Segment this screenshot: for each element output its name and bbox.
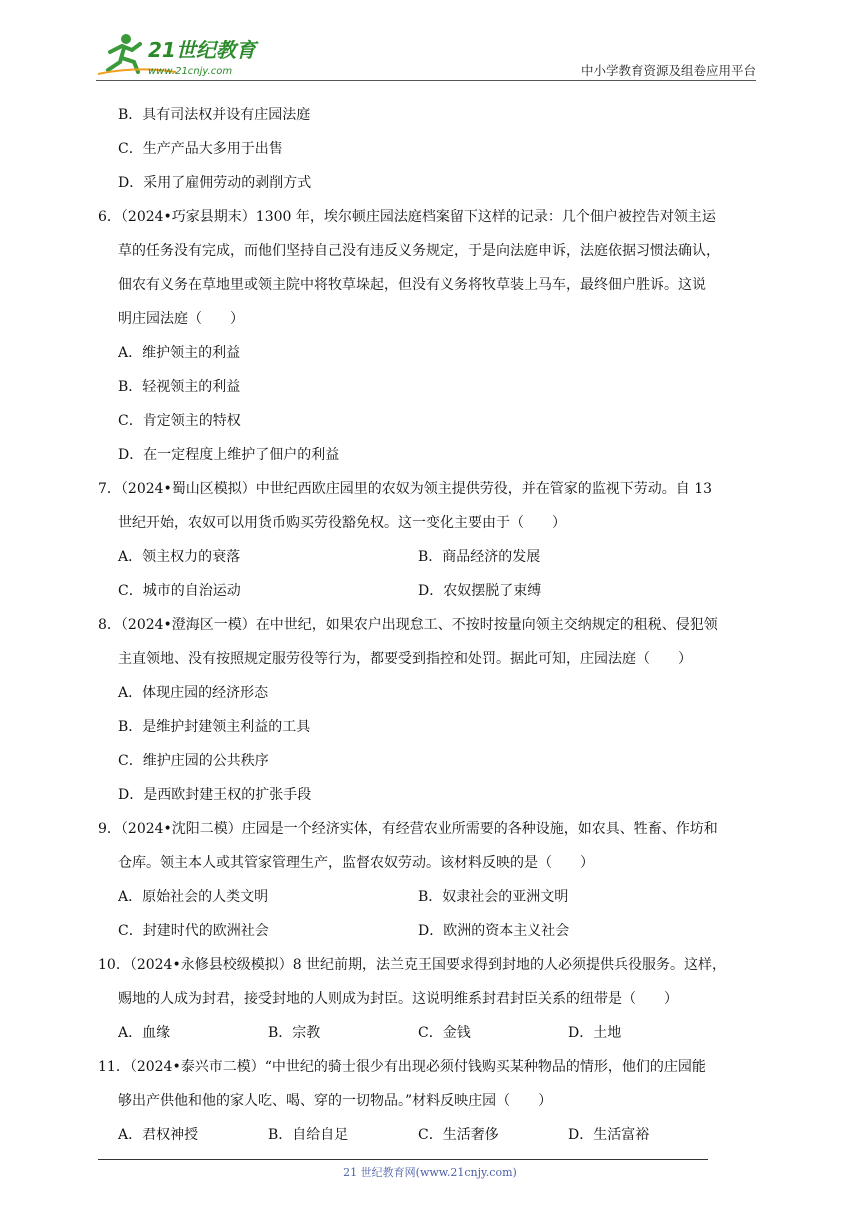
answer-option: D．在一定程度上维护了佃户的利益: [118, 447, 340, 463]
logo-text: 21世纪教育: [148, 38, 256, 62]
question-stem-continued: 仓库。领主本人或其管家管理生产，监督农奴劳动。该材料反映的是（ ）: [118, 855, 594, 871]
answer-option-row: [98, 914, 763, 948]
answer-option: C．生活奢侈: [418, 1127, 499, 1143]
answer-option-row: [98, 540, 763, 574]
question-stem: 7．（2024•蜀山区模拟）中世纪西欧庄园里的农奴为领主提供劳役，并在管家的监视下劳动。自 13: [98, 481, 713, 497]
question-stem-continued: 主直领地、没有按照规定服劳役等行为，都要受到指控和处罚。据此可知，庄园法庭（ ）: [118, 651, 692, 667]
question-stem-continued: 够出产供他和他的家人吃、喝、穿的一切物品。”材料反映庄园（ ）: [118, 1093, 553, 1109]
platform-name: 中小学教育资源及组卷应用平台: [580, 63, 756, 78]
answer-option: D．农奴摆脱了束缚: [418, 583, 542, 599]
answer-option: B．轻视领主的利益: [118, 379, 241, 395]
answer-option-row: [98, 1118, 763, 1152]
answer-option: A．体现庄园的经济形态: [118, 685, 269, 701]
answer-option-row: [98, 1016, 763, 1050]
page-header: [96, 30, 756, 80]
answer-option: C．城市的自治运动: [118, 583, 241, 599]
answer-option: B．具有司法权并设有庄园法庭: [118, 107, 311, 123]
answer-option: D．欧洲的资本主义社会: [418, 923, 570, 939]
answer-option: A．原始社会的人类文明: [118, 889, 269, 905]
question-stem-continued: 明庄园法庭（ ）: [118, 311, 244, 327]
question-stem: 10．（2024•永修县校级模拟）8 世纪前期，法兰克王国要求得到封地的人必须提供兵役服务。这样，: [98, 957, 727, 973]
question-stem: 9．（2024•沈阳二模）庄园是一个经济实体，有经营农业所需要的各种设施，如农具、牲畜、作坊和: [98, 821, 718, 837]
footer-divider: [98, 1159, 708, 1160]
question-stem: 6．（2024•巧家县期末）1300 年，埃尔顿庄园法庭档案留下这样的记录：几个佃户被控告对领主运: [98, 209, 716, 225]
answer-option: D．生活富裕: [568, 1127, 650, 1143]
answer-option: D．土地: [568, 1025, 622, 1041]
question-stem-continued: 世纪开始，农奴可以用货币购买劳役豁免权。这一变化主要由于（ ）: [118, 515, 566, 531]
answer-option: A．君权神授: [118, 1127, 199, 1143]
answer-option: B．宗教: [268, 1025, 321, 1041]
answer-option-row: [98, 880, 763, 914]
question-stem-continued: 赐地的人成为封君，接受封地的人则成为封臣。这说明维系封君封臣关系的纽带是（ ）: [118, 991, 678, 1007]
answer-option: C．封建时代的欧洲社会: [118, 923, 269, 939]
answer-option: A．维护领主的利益: [118, 345, 241, 361]
answer-option: B．奴隶社会的亚洲文明: [418, 889, 569, 905]
question-stem: 11．（2024•泰兴市二模）“中世纪的骑士很少有出现必须付钱购买某种物品的情形，他们的庄园能: [98, 1059, 706, 1075]
header-divider: [96, 80, 756, 81]
answer-option: A．血缘: [118, 1025, 171, 1041]
question-content: [98, 98, 763, 1152]
answer-option: B．是维护封建领主利益的工具: [118, 719, 311, 735]
answer-option: D．是西欧封建王权的扩张手段: [118, 787, 312, 803]
answer-option: C．肯定领主的特权: [118, 413, 241, 429]
answer-option-row: [98, 574, 763, 608]
question-stem-continued: 佃农有义务在草地里或领主院中将牧草垛起，但没有义务将牧草装上马车，最终佃户胜诉。这说: [118, 277, 706, 293]
answer-option: C．维护庄园的公共秩序: [118, 753, 269, 769]
answer-option: C．金钱: [418, 1025, 471, 1041]
answer-option: C．生产产品大多用于出售: [118, 141, 283, 157]
answer-option: B．商品经济的发展: [418, 549, 541, 565]
logo-url: www.21cnjy.com: [148, 66, 233, 77]
question-stem: 8．（2024•澄海区一模）在中世纪，如果农户出现怠工、不按时按量向领主交纳规定的租税、侵犯领: [98, 617, 718, 633]
question-stem-continued: 草的任务没有完成，而他们坚持自己没有违反义务规定，于是向法庭申诉，法庭依据习惯法确认，: [118, 243, 720, 259]
footer-text: 21 世纪教育网(www.21cnjy.com): [343, 1166, 517, 1179]
answer-option: A．领主权力的衰落: [118, 549, 241, 565]
logo-21cnjy: [96, 30, 266, 78]
answer-option: D．采用了雇佣劳动的剥削方式: [118, 175, 312, 191]
answer-option: B．自给自足: [268, 1127, 349, 1143]
